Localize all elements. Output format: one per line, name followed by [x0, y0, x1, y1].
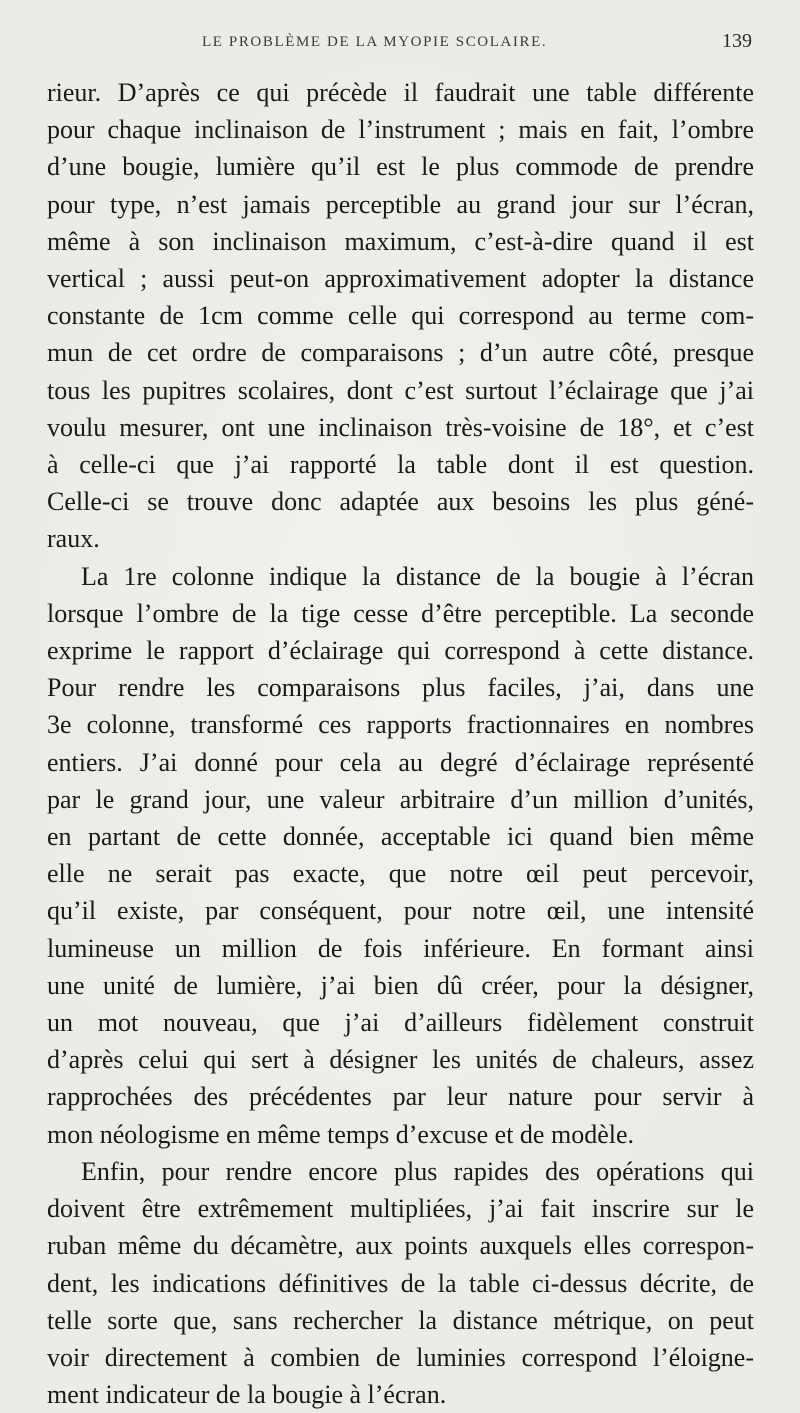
text-line: entiers. J’ai donné pour cela au degré d’éclairage représenté [47, 747, 754, 777]
text-line: Enfin, pour rendre encore plus rapides des opérations qui [81, 1156, 754, 1186]
text-line: voir directement à combien de luminies correspond l’éloigne- [47, 1342, 754, 1372]
text-line: exprime le rapport d’éclairage qui correspond à cette distance. [47, 636, 754, 666]
text-line: mun de cet ordre de comparaisons ; d’un autre côté, presque [47, 338, 754, 368]
text-line: constante de 1cm comme celle qui correspond au terme com- [47, 301, 754, 331]
text-line: pour type, n’est jamais perceptible au grand jour sur l’écran, [47, 189, 754, 219]
text-line: voulu mesurer, ont une inclinaison très-voisine de 18°, et c’est [47, 412, 754, 442]
text-line: vertical ; aussi peut-on approximativement adopter la distance [47, 264, 754, 294]
body-text [47, 74, 754, 1413]
text-line: rapprochées des précédentes par leur nature pour servir à [47, 1082, 754, 1112]
paragraph [47, 1153, 754, 1413]
text-line: ruban même du décamètre, aux points auxquels elles correspon- [47, 1231, 754, 1261]
text-line: Celle-ci se trouve donc adaptée aux besoins les plus géné- [47, 487, 754, 517]
text-line: d’après celui qui sert à désigner les unités de chaleurs, assez [47, 1045, 754, 1075]
text-line: tous les pupitres scolaires, dont c’est surtout l’éclairage que j’ai [47, 375, 754, 405]
running-head [47, 28, 754, 58]
text-line: même à son inclinaison maximum, c’est-à-dire quand il est [47, 226, 754, 256]
text-line: d’une bougie, lumière qu’il est le plus commode de prendre [47, 152, 754, 182]
text-line: mon néologisme en même temps d’excuse et de modèle. [47, 1119, 634, 1149]
text-line: à celle-ci que j’ai rapporté la table dont il est question. [47, 450, 754, 480]
text-line: qu’il existe, par conséquent, pour notre œil, une intensité [47, 896, 754, 926]
text-line: ment indicateur de la bougie à l’écran. [47, 1380, 447, 1410]
paragraph [47, 74, 754, 558]
text-line: elle ne serait pas exacte, que notre œil peut percevoir, [47, 859, 754, 889]
text-line: en partant de cette donnée, acceptable ici quand bien même [47, 822, 754, 852]
text-line: La 1re colonne indique la distance de la bougie à l’écran [81, 561, 754, 591]
page-number: 139 [722, 30, 752, 52]
text-line: raux. [47, 524, 100, 554]
text-line: 3e colonne, transformé ces rapports fractionnaires en nombres [47, 710, 754, 740]
text-line: Pour rendre les comparaisons plus faciles, j’ai, dans une [47, 673, 754, 703]
text-line: un mot nouveau, que j’ai d’ailleurs fidèlement construit [47, 1008, 754, 1038]
text-line: pour chaque inclinaison de l’instrument ; mais en fait, l’ombre [47, 115, 754, 145]
text-line: une unité de lumière, j’ai bien dû créer, pour la désigner, [47, 970, 754, 1000]
text-line: lorsque l’ombre de la tige cesse d’être perceptible. La seconde [47, 598, 754, 628]
text-line: telle sorte que, sans rechercher la distance métrique, on peut [47, 1305, 754, 1335]
text-line: rieur. D’après ce qui précède il faudrait une table différente [47, 78, 754, 107]
text-line: lumineuse un million de fois inférieure. En formant ainsi [47, 933, 754, 963]
text-line: dent, les indications définitives de la table ci-dessus décrite, de [47, 1268, 754, 1298]
text-line: par le grand jour, une valeur arbitraire d’un million d’unités, [47, 784, 754, 814]
text-line: doivent être extrêmement multipliées, j’ai fait inscrire sur le [47, 1194, 754, 1224]
running-title: LE PROBLÈME DE LA MYOPIE SCOLAIRE. [202, 34, 548, 50]
paragraph [47, 558, 754, 1153]
